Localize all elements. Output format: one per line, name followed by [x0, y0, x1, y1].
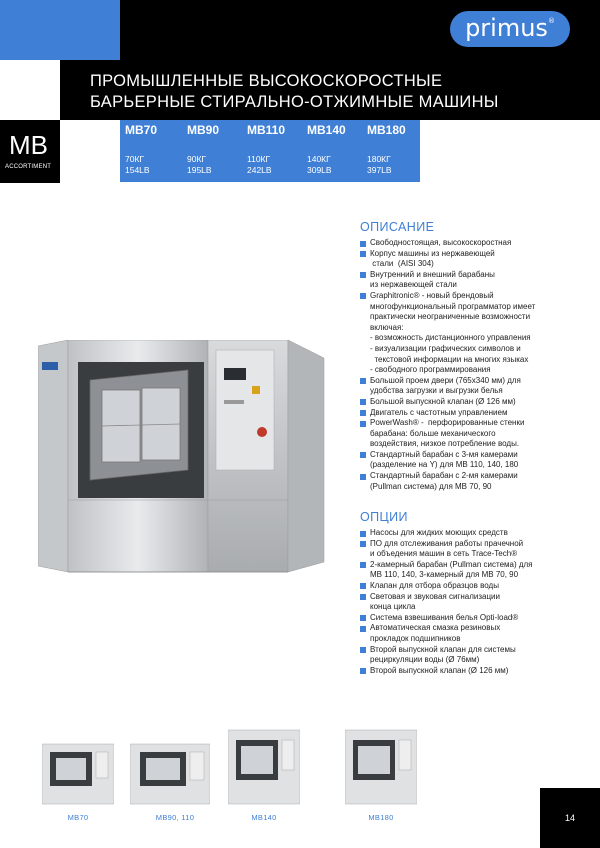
description-item-line: барабана: больше механического	[370, 428, 496, 438]
description-item	[360, 397, 560, 408]
series-subtitle: ACCORTIMENT	[5, 164, 52, 170]
title-line-2: БАРЬЕРНЫЕ СТИРАЛЬНО-ОТЖИМНЫЕ МАШИНЫ	[90, 93, 499, 111]
options-item	[360, 528, 560, 539]
model-capacity: 110КГ 242LB	[247, 154, 272, 175]
description-item-line: стали (AISI 304)	[370, 259, 434, 269]
description-item-line: Стандартный барабан с 2-мя камерами	[370, 471, 518, 481]
description-item-line: Свободностоящая, высокоскоростная	[370, 238, 512, 247]
description-item-line: (Pullman система) для MB 70, 90	[370, 481, 492, 491]
options-item-line: Световая и звуковая сигнализации	[370, 591, 500, 601]
options-item-line: рециркуляции воды (Ø 76мм)	[370, 655, 480, 665]
description-item-line: - свободного программирования	[370, 365, 491, 375]
description-item-line: практически неограниченные возможности	[370, 312, 531, 322]
series-code: MB	[9, 130, 48, 160]
description-item-line: Двигатель с частотным управлением	[370, 407, 508, 417]
description-item	[360, 418, 560, 450]
options-item-line: и объедения машин в сеть Trace-Tech®	[370, 549, 518, 559]
options-item-line: конца цикла	[370, 602, 416, 612]
description-item-line: Большой выпускной клапан (Ø 126 мм)	[370, 396, 516, 406]
description-item-line: многофункциональный программатор имеет	[370, 301, 536, 311]
description-item-line: из нержавеющей стали	[370, 280, 457, 290]
header-blue-block	[0, 0, 120, 60]
options-item-line: 2-камерный барабан (Pullman система) для	[370, 559, 533, 569]
description-item-line: Graphitronic® - новый брендовый	[370, 290, 494, 300]
options-title: ОПЦИИ	[360, 510, 408, 524]
model-capacity: 70КГ 154LB	[125, 154, 150, 175]
primus-logo: primus®	[450, 11, 570, 47]
description-item-line: Корпус машины из нержавеющей	[370, 248, 495, 258]
options-section	[360, 510, 560, 676]
options-item	[360, 645, 560, 666]
options-item	[360, 539, 560, 560]
options-item-line: MB 110, 140, 3-камерный для MB 70, 90	[370, 570, 519, 580]
description-item	[360, 450, 560, 471]
thumbnail-mb140-image	[228, 728, 300, 806]
description-list	[360, 238, 560, 492]
options-item-line: Система взвешивания белья Opti-load®	[370, 612, 519, 622]
options-item	[360, 613, 560, 624]
thumbnail-label: MB180	[368, 813, 394, 822]
options-item-line: Автоматическая смазка резиновых	[370, 623, 501, 633]
thumbnail-mb90-110-image	[130, 742, 210, 806]
description-item	[360, 291, 560, 376]
options-item-line: прокладок подшипников	[370, 633, 461, 643]
description-item-line: PowerWash® - перфорированные стенки	[370, 418, 525, 428]
description-item-line: текстовой информации на многих языках	[370, 354, 529, 364]
options-item	[360, 592, 560, 613]
description-item-line: (разделение на Y) для MB 110, 140, 180	[370, 460, 519, 470]
washer-extractor-image	[38, 340, 330, 580]
models-bar	[120, 120, 420, 182]
options-item-line: Клапан для отбора образцов воды	[370, 580, 499, 590]
description-item-line: Стандартный барабан с 3-мя камерами	[370, 449, 518, 459]
model-name: MB90	[187, 123, 220, 137]
model-capacity: 90КГ 195LB	[187, 154, 212, 175]
thumbnail-mb70-image	[42, 742, 114, 806]
thumbnail-label: MB70	[67, 813, 89, 822]
description-item-line: удобства загрузки и выгрузки белья	[370, 386, 503, 396]
description-item-line: воздействия, низкое потребление воды.	[370, 439, 520, 449]
description-item	[360, 270, 560, 291]
description-item-line: - возможность дистанционного управления	[370, 333, 531, 343]
thumbnail-label: MB140	[251, 813, 277, 822]
options-item	[360, 666, 560, 677]
options-list	[360, 528, 560, 676]
options-item	[360, 560, 560, 581]
description-item	[360, 249, 560, 270]
description-item-line: включая:	[370, 322, 404, 332]
description-title: ОПИСАНИЕ	[360, 220, 435, 234]
model-name: MB180	[367, 123, 406, 137]
series-badge	[0, 120, 60, 183]
model-name: MB140	[307, 123, 346, 137]
description-item-line: Большой проем двери (765х340 мм) для	[370, 375, 521, 385]
model-name: MB70	[125, 123, 158, 137]
options-item	[360, 623, 560, 644]
title-line-1: ПРОМЫШЛЕННЫЕ ВЫСОКОСКОРОСТНЫЕ	[90, 72, 443, 90]
description-item	[360, 471, 560, 492]
description-item	[360, 408, 560, 419]
page-title	[60, 60, 600, 120]
options-item-line: Второй выпускной клапан (Ø 126 мм)	[370, 665, 509, 675]
options-item-line: ПО для отслеживания работы прачечной	[370, 538, 524, 548]
model-capacity: 180КГ 397LB	[367, 154, 392, 175]
description-section	[360, 220, 560, 492]
description-item	[360, 238, 560, 249]
page-number: 14	[540, 788, 600, 848]
model-capacity: 140КГ 309LB	[307, 154, 332, 175]
options-item-line: Насосы для жидких моющих средств	[370, 528, 508, 537]
thumbnail-mb180-image	[345, 728, 417, 806]
description-item-line: - визуализации графических символов и	[370, 343, 521, 353]
options-item	[360, 581, 560, 592]
thumbnail-label: MB90, 110	[155, 813, 195, 822]
model-name: MB110	[247, 123, 286, 137]
options-item-line: Второй выпускной клапан для системы	[370, 644, 516, 654]
description-item-line: Внутренний и внешний барабаны	[370, 269, 495, 279]
description-item	[360, 376, 560, 397]
